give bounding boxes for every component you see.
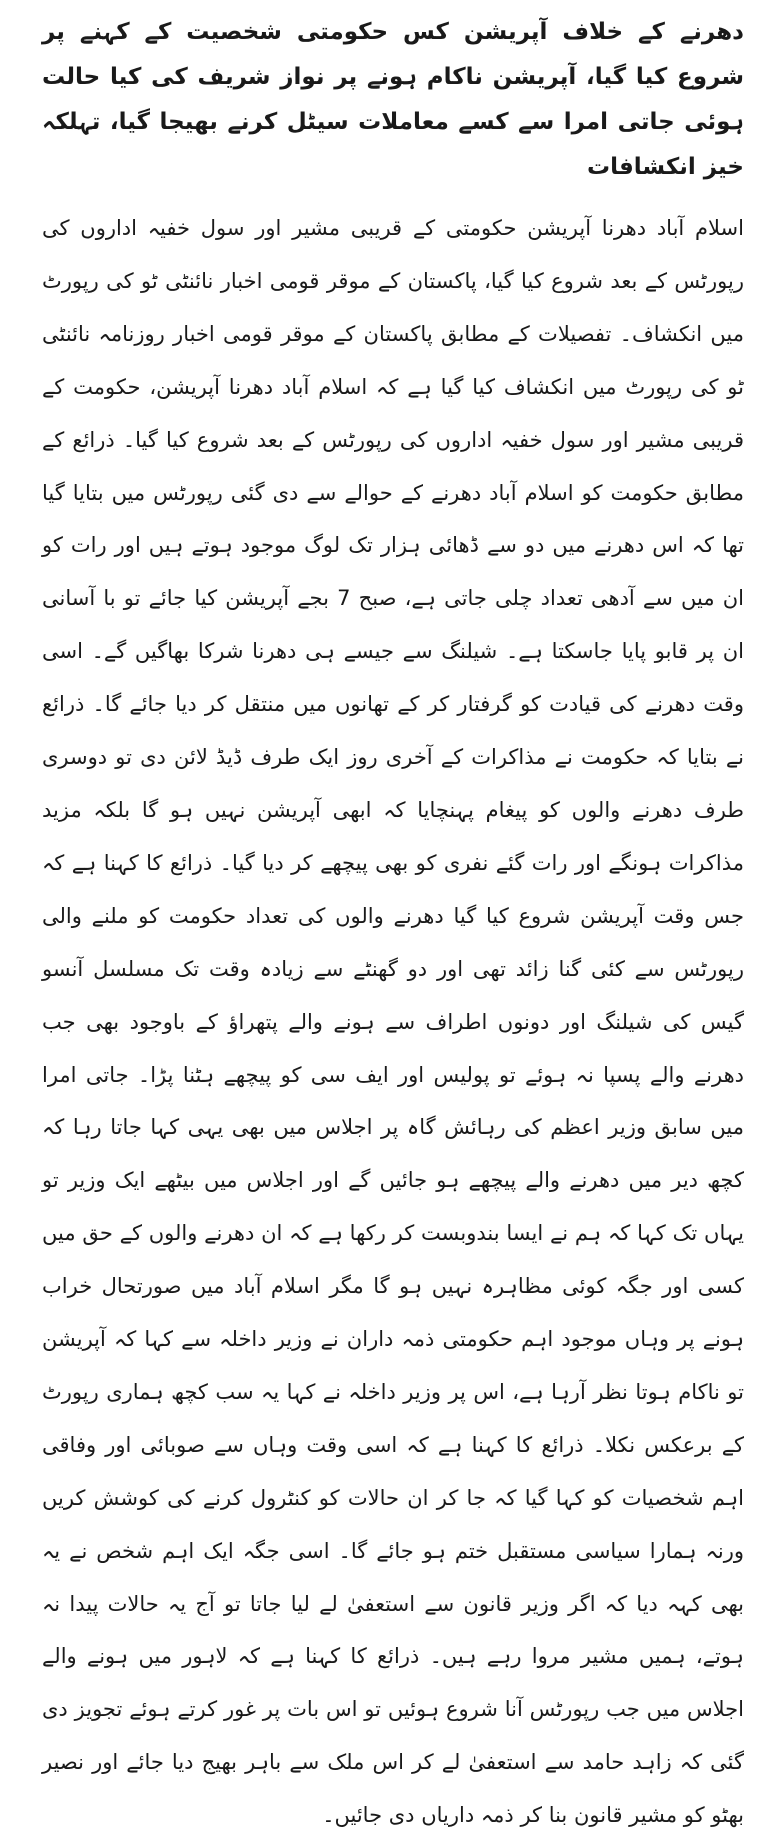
article-body: اسلام آباد دھرنا آپریشن حکومتی کے قریبی مشیر اور سول خفیہ اداروں کی رپورٹس کے بعد شروع کیا گیا، پاکستان کے موقر قومی اخبار نائنٹی ٹو کی رپورٹ میں انکشاف۔ تفصیلات کے مطابق پاکستان کے موقر قومی اخبار روزنامہ نائنٹی ٹو کی رپورٹ میں انکشاف کیا گیا ہے کہ اسلام آباد دھرنا آپریشن، حکومت کے قریبی مشیر اور سول خفیہ اداروں کی رپورٹس کے بعد شروع کیا گیا۔ ذرائع کے مطابق حکومت کو اسلام آباد دھرنے کے حوالے سے دی گئی رپورٹس میں بتایا گیا تھا کہ اس دھرنے میں دو سے ڈھائی ہزار تک لوگ موجود ہوتے ہیں اور رات کو ان میں سے آدھی تعداد چلی جاتی ہے، صبح 7 بجے آپریشن کیا جائے تو با آسانی ان پر قابو پایا جاسکتا ہے۔ شیلنگ سے جیسے ہی دھرنا شرکا بھاگیں گے۔ اسی وقت دھرنے کی قیادت کو گرفتار کر کے تھانوں میں منتقل کر دیا جائے گا۔ ذرائع نے بتایا کہ حکومت نے مذاکرات کے آخری روز ایک طرف ڈیڈ لائن دی تو دوسری طرف دھرنے والوں کو پیغام پہنچایا کہ ابھی آپریشن نہیں ہو گا بلکہ مزید مذاکرات ہونگے اور رات گئے نفری کو بھی پیچھے کر دیا گیا۔ ذرائع کا کہنا ہے کہ جس وقت آپریشن شروع کیا گیا دھرنے والوں کی تعداد حکومت کو ملنے والی رپورٹس سے کئی گنا زائد تھی اور دو گھنٹے سے زیادہ وقت تک مسلسل آنسو گیس کی شیلنگ اور دونوں اطراف سے ہونے والے پتھراؤ کے باوجود بھی جب دھرنے والے پسپا نہ ہوئے تو پولیس اور ایف سی کو پیچھے ہٹنا پڑا۔ جاتی امرا میں سابق وزیر اعظم کی رہائش گاہ پر اجلاس میں بھی یہی کہا جاتا رہا کہ کچھ دیر میں دھرنے والے پیچھے ہو جائیں گے اور اجلاس میں بیٹھے ایک وزیر تو یہاں تک کہا کہ ہم نے ایسا بندوبست کر رکھا ہے کہ ان دھرنے والوں کے حق میں کسی اور جگہ کوئی مظاہرہ نہیں ہو گا مگر اسلام آباد میں صورتحال خراب ہونے پر وہاں موجود اہم حکومتی ذمہ داران نے وزیر داخلہ سے کہا کہ آپریشن تو ناکام ہوتا نظر آرہا ہے، اس پر وزیر داخلہ نے کہا یہ سب کچھ ہماری رپورٹ کے برعکس نکلا۔ ذرائع کا کہنا ہے کہ اسی وقت وہاں سے صوبائی اور وفاقی اہم شخصیات کو کہا گیا کہ جا کر ان حالات کو کنٹرول کرنے کی کوشش کریں ورنہ ہمارا سیاسی مستقبل ختم ہو جائے گا۔ اسی جگہ ایک اہم شخص نے یہ بھی کہہ دیا کہ اگر وزیر قانون سے استعفیٰ لے لیا جاتا تو آج یہ حالات پیدا نہ ہوتے، ہمیں مشیر مروا رہے ہیں۔ ذرائع کا کہنا ہے کہ لاہور میں ہونے والے اجلاس میں جب رپورٹس آنا شروع ہوئیں تو اس بات پر غور کرتے ہوئے تجویز دی گئی کہ زاہد حامد سے استعفیٰ لے کر اس ملک سے باہر بھیج دیا جائے اور نصیر بھٹو کو مشیر قانون بنا کر ذمہ داریاں دی جائیں۔ xyxy=(42,216,745,1828)
article-headline: دھرنے کے خلاف آپریشن کس حکومتی شخصیت کے کہنے پر شروع کیا گیا، آپریشن ناکام ہونے پر نواز شریف کی کیا حالت ہوئی جاتی امرا سے کسے معاملات سیٹل کرنے بھیجا گیا، تہلکہ خیز انکشافات xyxy=(42,19,744,180)
